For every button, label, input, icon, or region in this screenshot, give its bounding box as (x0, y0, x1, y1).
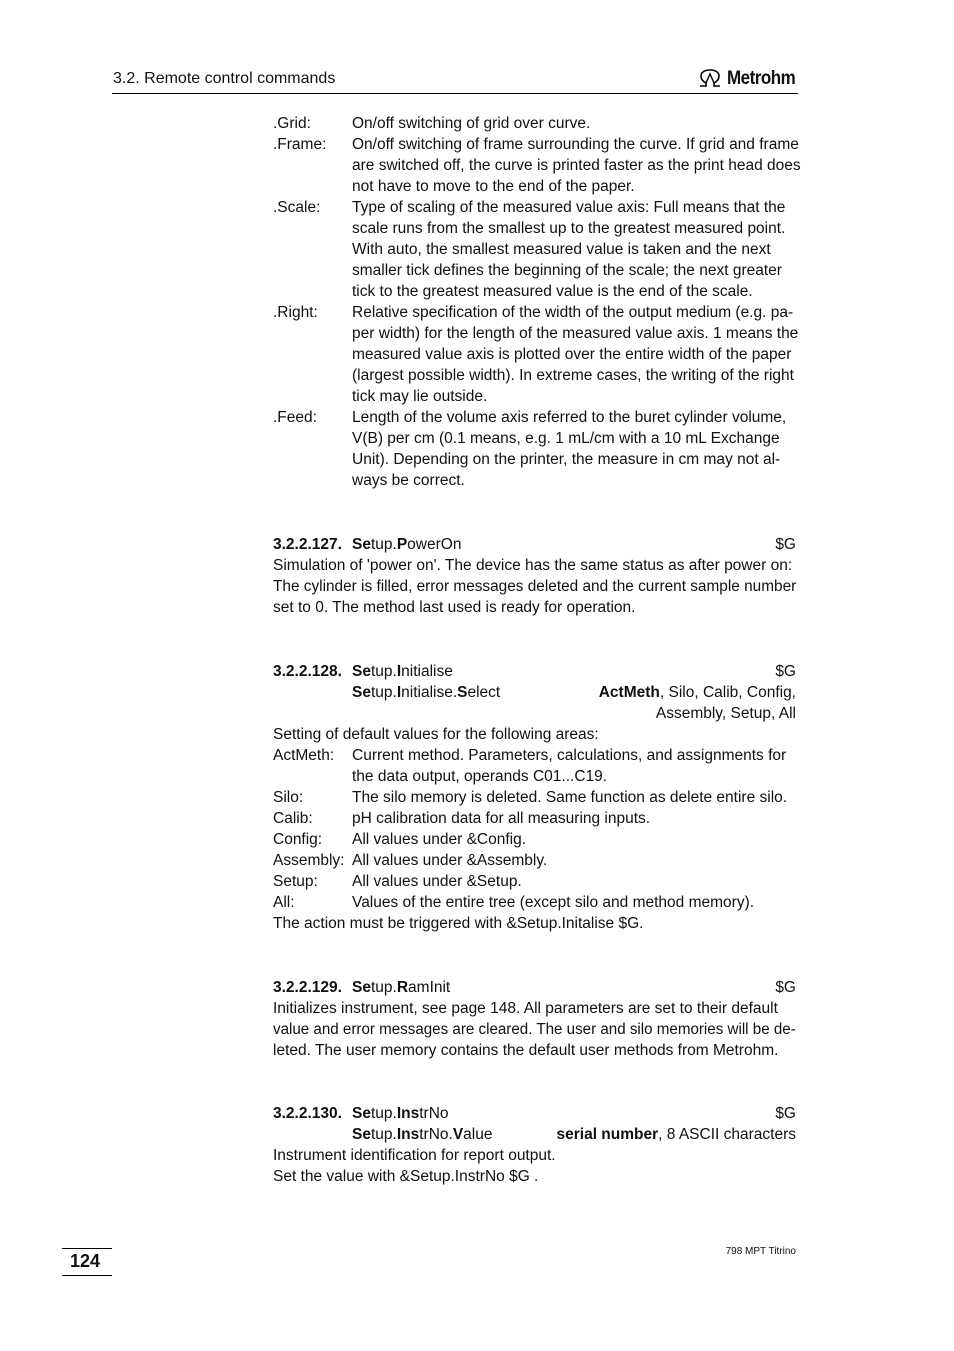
definition-description: All values under &Assembly. (352, 852, 548, 869)
section-128 (273, 661, 796, 934)
definition-term: Config: (273, 831, 323, 848)
command-name: Setup.InstrNo (352, 1105, 449, 1122)
command-options: serial number, 8 ASCII characters (556, 1126, 796, 1143)
definition-description: On/off switching of frame surrounding the curve. If grid and frame are switched off, the curve is printed faster as the print head does not have to move to the end of the paper. (352, 136, 801, 195)
definition-row (273, 850, 796, 871)
section-outro: The action must be triggered with &Setup.Initalise $G. (273, 915, 644, 932)
definition-row (273, 745, 796, 787)
command-name: Setup.RamInit (352, 979, 451, 996)
product-name: 798 MPT Titrino (725, 1246, 796, 1257)
brand-logo (697, 66, 795, 90)
command-action: $G (775, 1105, 796, 1122)
definition-term: Assembly: (273, 852, 345, 869)
omega-logo-icon (697, 68, 723, 88)
section-body: Simulation of 'power on'. The device has the same status as after power on: The cylinder is filled, error messages deleted and the current sample number set to 0. The method last used is ready for operation. (273, 557, 797, 616)
command-action: $G (775, 663, 796, 680)
definition-description: All values under &Setup. (352, 873, 522, 890)
definition-row (273, 134, 801, 197)
section-intro: Setting of default values for the following areas: (273, 726, 599, 743)
section-body: Initializes instrument, see page 148. All parameters are set to their default value and error messages are cleared. The user and silo memories will be de- leted. The user memory contains the default user methods from Metrohm. (273, 1000, 796, 1059)
definition-description: The silo memory is deleted. Same function as delete entire silo. (352, 789, 788, 806)
definition-description: On/off switching of grid over curve. (352, 115, 591, 132)
area-list (273, 745, 796, 913)
definition-term: .Frame: (273, 136, 327, 153)
definition-term: .Right: (273, 304, 318, 321)
definition-term: Calib: (273, 810, 313, 827)
definition-term: All: (273, 894, 295, 911)
page-number: 124 (70, 1251, 101, 1271)
definition-description: Length of the volume axis referred to the buret cylinder volume, V(B) per cm (0.1 means, e.g. 1 mL/cm with a 10 mL Exchange Unit). Depending on the printer, the measure in cm may not al- ways be correct. (352, 409, 787, 489)
section-129 (273, 977, 796, 1061)
command-name: Setup.PowerOn (352, 536, 462, 553)
section-number: 3.2.2.129. (273, 979, 342, 996)
definition-row (273, 892, 796, 913)
definition-term: .Feed: (273, 409, 317, 426)
page-number-rule-bottom (62, 1275, 112, 1276)
command-action: $G (775, 536, 796, 553)
definition-description: pH calibration data for all measuring inputs. (352, 810, 651, 827)
definition-row (273, 808, 796, 829)
command-name-value: Setup.InstrNo.Value (352, 1126, 493, 1143)
definition-term: .Grid: (273, 115, 311, 132)
definition-description: Type of scaling of the measured value axis: Full means that the scale runs from the smallest up to the greatest measured point. With auto, the smallest measured value is taken and the next smaller tick defines the beginning of the scale; the next greater tick to the greatest measured value is the end of the scale. (352, 199, 786, 300)
command-name-select: Setup.Initialise.Select (352, 684, 501, 701)
section-127 (273, 534, 796, 618)
definition-description: Values of the entire tree (except silo and method memory). (352, 894, 755, 911)
definition-row (273, 829, 796, 850)
section-number: 3.2.2.128. (273, 663, 342, 680)
definition-description: Relative specification of the width of the output medium (e.g. pa- per width) for the length of the measured value axis. 1 means the measured value axis is plotted over the entire width of the paper (largest possible width). In extreme cases, the writing of the right tick may lie outside. (352, 304, 799, 405)
section-number: 3.2.2.130. (273, 1105, 342, 1122)
command-options: ActMeth, Silo, Calib, Config, (598, 684, 796, 701)
section-130 (273, 1103, 796, 1187)
header-section: 3.2. Remote control commands (113, 70, 336, 87)
command-options-cont: Assembly, Setup, All (655, 705, 796, 722)
command-name: Setup.Initialise (352, 663, 453, 680)
definition-term: Silo: (273, 789, 304, 806)
header-rule (112, 93, 798, 94)
definition-row (273, 113, 796, 134)
definition-term: .Scale: (273, 199, 321, 216)
param-list (273, 113, 801, 491)
definition-term: Setup: (273, 873, 318, 890)
section-number: 3.2.2.127. (273, 536, 342, 553)
definition-row (273, 407, 796, 491)
page-number-rule-top (62, 1248, 112, 1249)
definition-description: All values under &Config. (352, 831, 527, 848)
definition-term: ActMeth: (273, 747, 335, 764)
definition-description: Current method. Parameters, calculations, and assignments for the data output, operands C01...C19. (352, 747, 787, 785)
section-body: Instrument identification for report output. Set the value with &Setup.InstrNo $G . (273, 1147, 556, 1185)
brand-name: Metrohm (727, 66, 796, 89)
definition-row (273, 871, 796, 892)
definition-row (273, 302, 799, 407)
definition-row (273, 787, 796, 808)
definition-row (273, 197, 796, 302)
command-action: $G (775, 979, 796, 996)
